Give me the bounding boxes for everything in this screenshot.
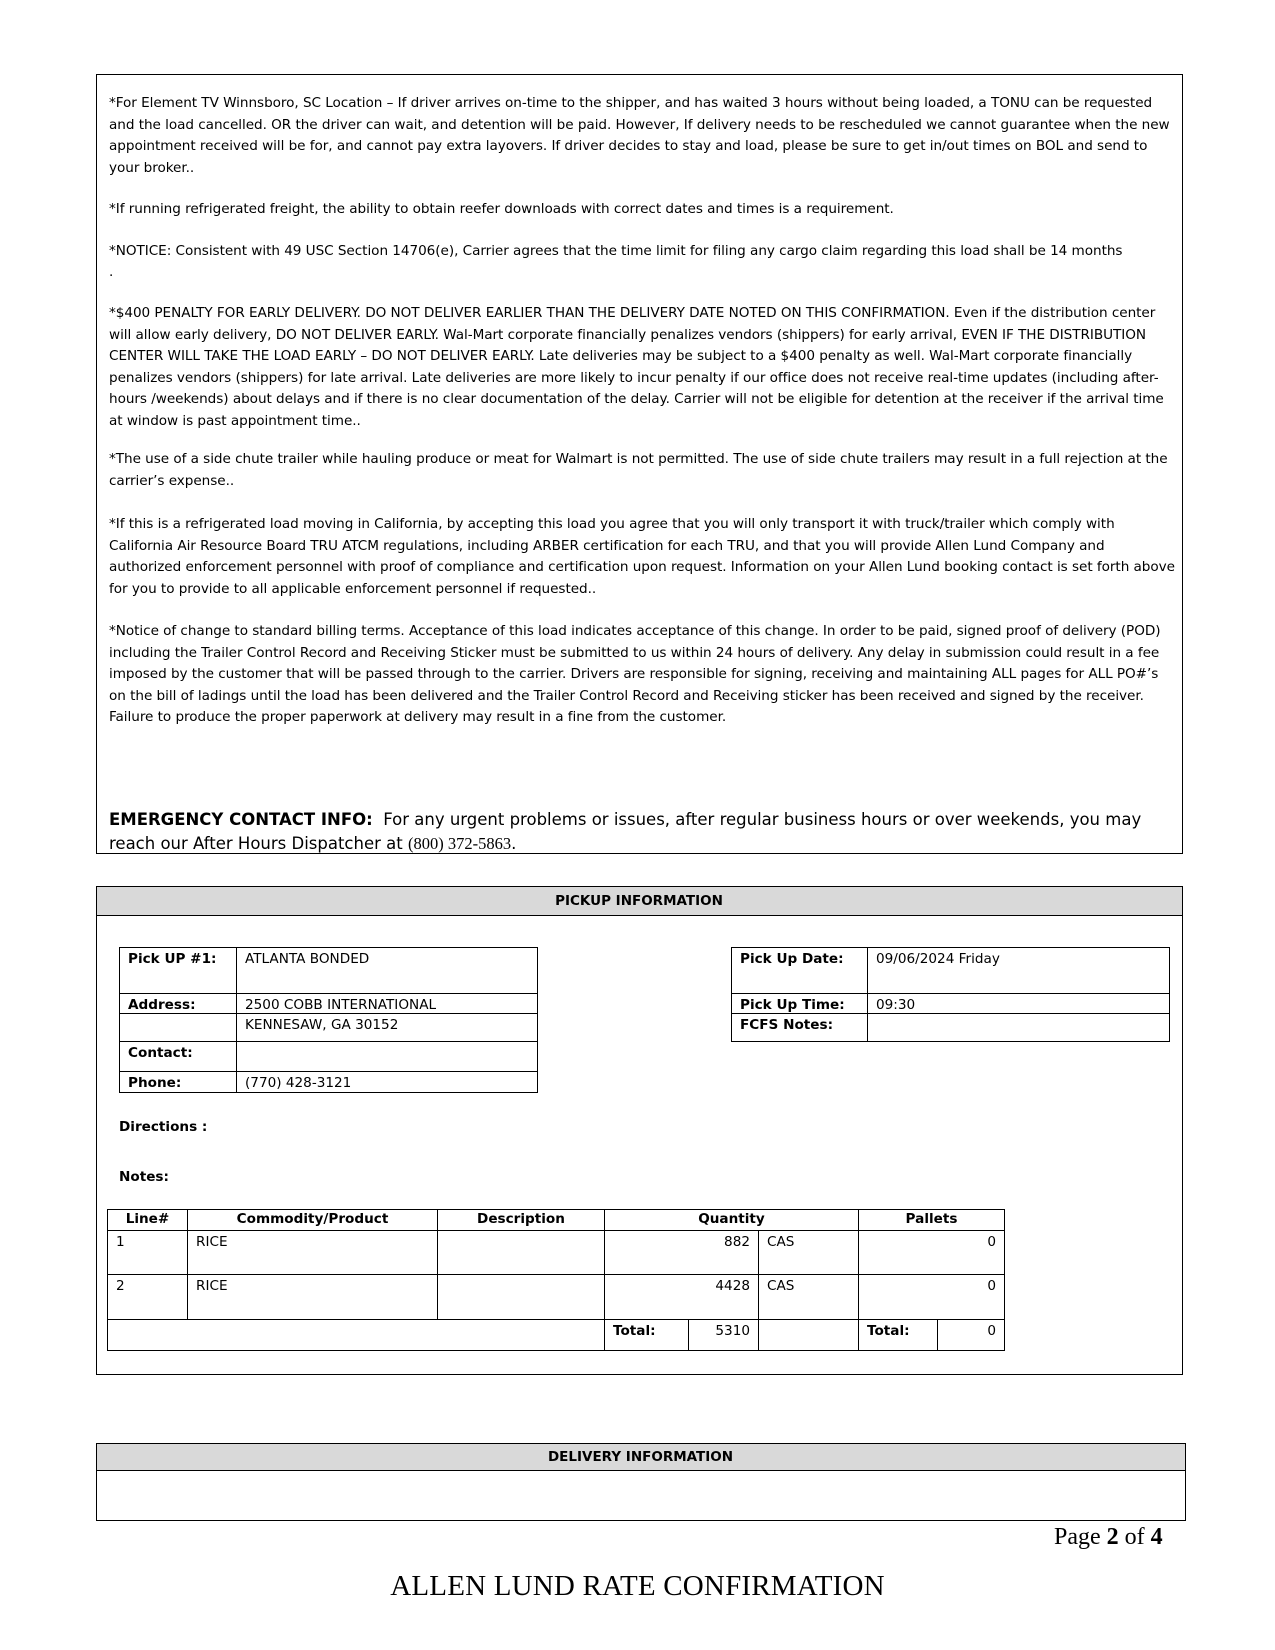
fcfs-notes-value (868, 1014, 1170, 1042)
quantity-total-label: Total: (605, 1320, 689, 1351)
pallet-total-label: Total: (859, 1320, 938, 1351)
table-row: 2 RICE 4428 CAS 0 (108, 1275, 1005, 1320)
pickup-time-value: 09:30 (868, 994, 1170, 1014)
pickup-date-label: Pick Up Date: (732, 948, 868, 994)
pickup-date-value: 09/06/2024 Friday (868, 948, 1170, 994)
pickup-number-value: ATLANTA BONDED (237, 948, 538, 994)
pickup-section (96, 886, 1183, 1375)
terms-paragraph: *If this is a refrigerated load moving in California, by accepting this load you agree that you will only transport it with truck/trailer which comply with California Air Resource Board TRU ATCM regulations, including ARBER certification for each TRU, and that you will provide Allen Lund Company and authorized enforcement personnel with proof of compliance and certification upon request. Information on your Allen Lund booking contact is set forth above for you to provide to all applicable enforcement personnel if requested.. (109, 516, 1175, 597)
quantity-total-value: 5310 (689, 1320, 759, 1351)
delivery-section (96, 1443, 1186, 1521)
page-indicator: Page 2 of 4 (1054, 1524, 1163, 1550)
table-row: 1 RICE 882 CAS 0 (108, 1231, 1005, 1275)
pickup-location-table (119, 947, 538, 1093)
totals-row (108, 1320, 1005, 1351)
delivery-header: DELIVERY INFORMATION (96, 1443, 1186, 1471)
terms-paragraph: *$400 PENALTY FOR EARLY DELIVERY. DO NOT DELIVER EARLIER THAN THE DELIVERY DATE NOTED ON THIS CONFIRMATION. Even if the distribution center will allow early delivery, DO NOT DELIVER EARLY. Wal-Mart corporate financially penalizes vendors (shippers) for early arrival, EVEN IF THE DISTRIBUTION CENTER WILL TAKE THE LOAD EARLY – DO NOT DELIVER EARLY. Late deliveries may be subject to a $400 penalty as well. Wal-Mart corporate financially penalizes vendors (shippers) for late arrival. Late deliveries are more likely to incur penalty if our office does not receive real-time updates (including after-hours /weekends) about delays and if there is no clear documentation of the delay. Carrier will not be eligible for detention at the receiver if the arrival time at window is past appointment time.. (109, 305, 1164, 429)
fcfs-notes-label: FCFS Notes: (732, 1014, 868, 1042)
notes-label: Notes: (119, 1169, 169, 1185)
pickup-time-label: Pick Up Time: (732, 994, 868, 1014)
terms-paragraph: *The use of a side chute trailer while hauling produce or meat for Walmart is not permitted. The use of side chute trailers may result in a full rejection at the carrier’s expense.. (109, 451, 1168, 489)
phone-label: Phone: (120, 1072, 237, 1093)
emergency-label: EMERGENCY CONTACT INFO: (109, 810, 373, 829)
terms-paragraph: *If running refrigerated freight, the ability to obtain reefer downloads with correct dates and times is a requirement. (109, 201, 894, 217)
pickup-schedule-table (731, 947, 1170, 1042)
directions-label: Directions : (119, 1119, 208, 1135)
page-number: 2 (1106, 1524, 1119, 1550)
contact-value (237, 1042, 538, 1072)
address-line1: 2500 COBB INTERNATIONAL (237, 994, 538, 1014)
terms-box (96, 74, 1183, 854)
pallet-total-value: 0 (938, 1320, 1005, 1351)
commodity-table (107, 1209, 1005, 1351)
document-title: ALLEN LUND RATE CONFIRMATION (390, 1570, 885, 1602)
emergency-contact: EMERGENCY CONTACT INFO: For any urgent problems or issues, after regular business hours or over weekends, you may reach our After Hours Dispatcher at (800) 372-5863. (109, 810, 1142, 853)
pickup-header: PICKUP INFORMATION (96, 886, 1183, 916)
col-header-line: Line# (108, 1210, 188, 1231)
col-header-quantity: Quantity (605, 1210, 859, 1231)
terms-paragraph: . (109, 264, 114, 280)
address-line2: KENNESAW, GA 30152 (237, 1014, 538, 1042)
phone-value: (770) 428-3121 (237, 1072, 538, 1093)
page-total: 4 (1150, 1524, 1163, 1550)
col-header-commodity: Commodity/Product (188, 1210, 438, 1231)
terms-paragraph: *For Element TV Winnsboro, SC Location – If driver arrives on-time to the shipper, and has waited 3 hours without being loaded, a TONU can be requested and the load cancelled. OR the driver can wait, and detention will be paid. However, If delivery needs to be rescheduled we cannot guarantee when the new appointment received will be for, and cannot pay extra layovers. If driver decides to stay and load, please be sure to get in/out times on BOL and send to your broker.. (109, 95, 1170, 176)
terms-paragraph: *Notice of change to standard billing terms. Acceptance of this load indicates acceptance of this change. In order to be paid, signed proof of delivery (POD) including the Trailer Control Record and Receiving Sticker must be submitted to us within 24 hours of delivery. Any delay in submission could result in a fee imposed by the customer that will be passed through to the carrier. Drivers are responsible for signing, receiving and maintaining ALL pages for ALL PO#’s on the bill of ladings until the load has been delivered and the Trailer Control Record and Receiving sticker has been received and signed by the receiver. Failure to produce the proper paperwork at delivery may result in a fine from the customer. (109, 623, 1161, 725)
address-label: Address: (120, 994, 237, 1014)
col-header-pallets: Pallets (859, 1210, 1005, 1231)
contact-label: Contact: (120, 1042, 237, 1072)
emergency-text: For any urgent problems or issues, after regular business hours or over weekends, you may reach our After Hours Dispatcher at (109, 810, 1142, 853)
pickup-number-label: Pick UP #1: (120, 948, 237, 994)
terms-paragraph: *NOTICE: Consistent with 49 USC Section 14706(e), Carrier agrees that the time limit for filing any cargo claim regarding this load shall be 14 months (109, 243, 1123, 259)
emergency-phone[interactable]: (800) 372-5863 (407, 834, 512, 853)
col-header-description: Description (438, 1210, 605, 1231)
